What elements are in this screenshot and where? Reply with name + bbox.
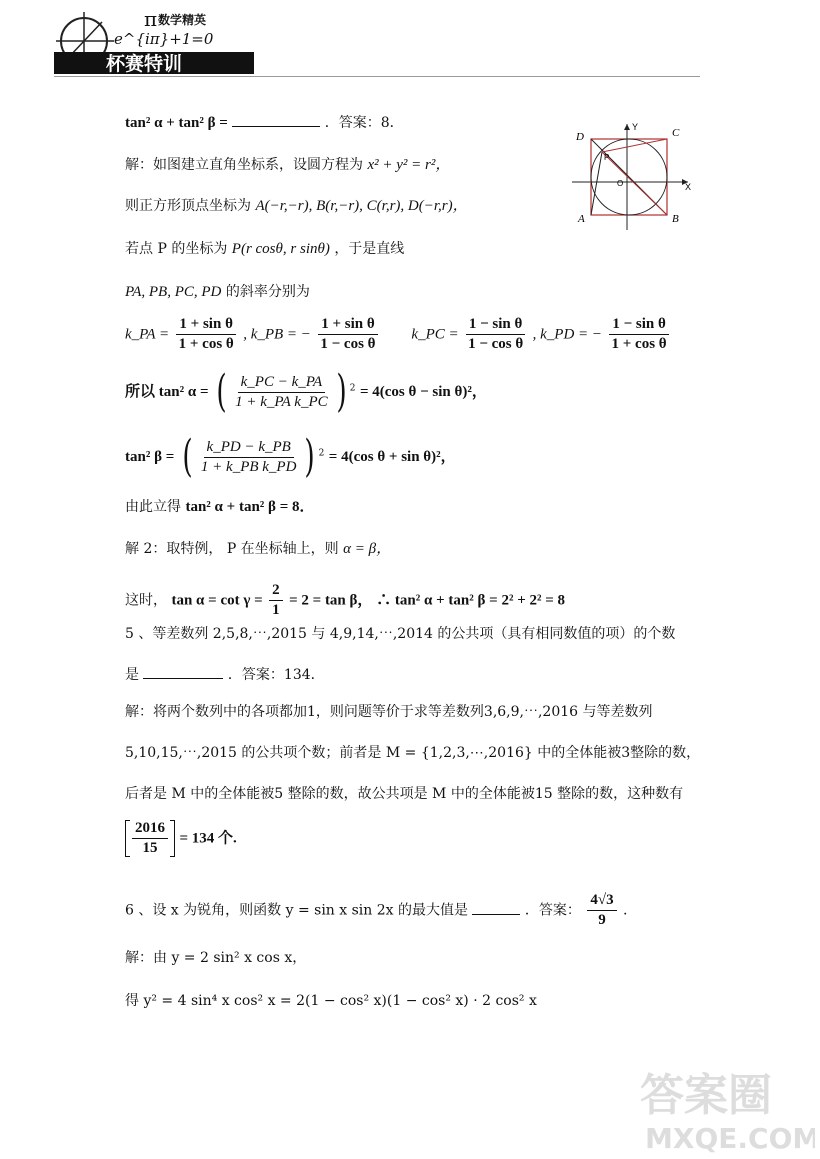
problem-6-solution-text-2: 得 y² = 4 sin⁴ x cos² x = 2(1 − cos² x)(1 − cos² x) · 2 cos² x: [125, 993, 537, 1009]
special-den: 1: [272, 602, 280, 618]
label-P: P: [604, 153, 610, 162]
problem-5-answer: ．答案：134．: [227, 667, 325, 683]
kpc-num: 1 − sin θ: [466, 316, 525, 335]
lines-list: PA, PB, PC, PD: [125, 284, 222, 300]
slopes-intro-text: 的斜率分别为: [225, 284, 310, 300]
solution-2-line: [125, 540, 391, 558]
problem-5-answer-line: [125, 665, 325, 684]
answer-den: 9: [598, 912, 606, 928]
problem-5-text: 5 、等差数列 2,5,8,⋯,2015 与 4,9,14,⋯,2014 的公共项（具有相同数值的项）的个数: [125, 626, 676, 642]
kpc-label: k_PC =: [411, 326, 459, 343]
tan-beta-equation: tan² β = ( $\frac{k\_PD - k\_PB}{\text{1 + k\_PB k\_PD}}$ ) $^2$ = 4(cos θ + sin θ)²，: [125, 431, 456, 482]
floor-bracket: [125, 820, 175, 857]
pi-symbol: π: [144, 7, 158, 31]
point-p-equation: P(r cosθ, r sinθ): [231, 241, 330, 257]
problem-6-text: 6 、设 x 为锐角，则函数 y = sin x sin 2x 的最大值是: [125, 902, 468, 919]
tan-sum-expression: tan² α + tan² β =: [125, 115, 228, 131]
floor-fraction: [132, 820, 168, 857]
alpha-equals-beta: α = β，: [343, 541, 392, 557]
problem-5-solution-3: [125, 785, 683, 803]
label-D: D: [576, 131, 584, 143]
circle-equation: x² + y² = r²，: [367, 157, 451, 173]
kpb-fraction: [317, 316, 378, 353]
brand-logo-graphic: [54, 4, 254, 78]
kpd-fraction: [609, 316, 670, 353]
brand-title: 杯赛特训: [106, 53, 183, 75]
answer-blank: [472, 901, 520, 915]
label-A: A: [578, 213, 585, 225]
problem-6-answer-label: ．答案：: [524, 902, 581, 919]
problem-6-question: 6 、设 x 为锐角，则函数 y = sin x sin 2x 的最大值是 ．答案： $\frac{4√3}{9}$ .: [125, 892, 628, 928]
answer-text: ．答案：8．: [324, 115, 404, 131]
brand-top: 数学精英: [158, 13, 207, 27]
kpd-label: , k_PD = −: [532, 326, 603, 343]
problem-6-solution-1: [125, 949, 306, 967]
watermark: [600, 1060, 815, 1155]
kpa-fraction: [176, 316, 237, 353]
point-p-tail: ，于是直线: [334, 241, 405, 257]
tan-beta-lead: tan² β =: [125, 449, 175, 465]
watermark-text-1: 答案圈: [640, 1070, 772, 1121]
kpb-den: 1 − cos θ: [320, 336, 376, 352]
answer-blank: [232, 113, 320, 127]
special-tail: = 2 = tan β， ∴ tan² α + tan² β = 2² + 2² = 8: [289, 592, 566, 609]
point-p-text: 若点 P 的坐标为: [125, 241, 228, 257]
floor-num: 2016: [132, 820, 168, 839]
vertex-coordinates: [125, 197, 468, 215]
floor-den: 15: [142, 840, 158, 856]
header-logo: [54, 4, 254, 78]
vertex-text: 则正方形顶点坐标为: [125, 198, 251, 214]
tan-alpha-lead: 所以 tan² α =: [125, 384, 209, 400]
special-num: 2: [269, 582, 283, 601]
label-O: O: [617, 179, 624, 188]
problem-6-answer-fraction: [587, 892, 616, 929]
square-circle-figure: [570, 122, 700, 232]
tan-beta-num: k_PD − k_PB: [204, 439, 294, 458]
vertex-equation: A(−r,−r), B(r,−r), C(r,r), D(−r,r)，: [255, 198, 468, 214]
tan-beta-tail: = 4(cos θ + sin θ)²，: [328, 449, 456, 465]
answer-num: 4√3: [587, 892, 616, 911]
special-lead: tan α = cot γ =: [171, 592, 263, 609]
kpa-num: 1 + sin θ: [176, 316, 235, 335]
special-case-line: [125, 582, 565, 619]
kpd-num: 1 − sin θ: [609, 316, 668, 335]
label-Y: Y: [632, 122, 639, 132]
point-p-line: [125, 240, 404, 258]
brand-formula: e^{iπ}+1=0: [114, 30, 214, 48]
watermark-text-2: MXQE.COM: [645, 1122, 815, 1155]
slopes-equations: [125, 316, 672, 353]
problem-5-solution-4: [125, 820, 237, 857]
tan-beta-den: 1 + k_PB k_PD: [200, 458, 297, 475]
tan-alpha-fraction: [232, 374, 330, 411]
kpd-den: 1 + cos θ: [611, 336, 667, 352]
problem-6-solution-text-1: 解：由 y = 2 sin² x cos x，: [125, 950, 307, 966]
conclusion-text: 由此立得: [125, 499, 181, 515]
label-X: X: [685, 182, 692, 192]
slopes-intro: [125, 283, 310, 301]
solution-intro: [125, 156, 450, 174]
problem-5-solution-1: [125, 703, 653, 721]
kpb-num: 1 + sin θ: [318, 316, 377, 335]
floor-result: = 134 个.: [179, 830, 237, 847]
tan-alpha-equation: 所以 tan² α = ( $\frac{k\_PC - k\_PA}{\text{1 + k\_PA k\_PC}}$ ) $^2$ = 4(cos θ − sin θ)²，: [125, 366, 487, 417]
problem-5-solution-2: [125, 744, 700, 762]
header-rule: [54, 76, 700, 77]
tan-alpha-tail: = 4(cos θ − sin θ)²，: [359, 384, 487, 400]
special-fraction: [269, 582, 283, 619]
problem-5-question: [125, 625, 675, 643]
solution-intro-text: 解：如图建立直角坐标系，设圆方程为: [125, 157, 363, 173]
kpa-den: 1 + cos θ: [178, 336, 234, 352]
problem-5-solution-text-3: 后者是 M 中的全体能被5 整除的数，故公共项是 M 中的全体能被15 整除的数，这种数有: [125, 786, 684, 802]
kpa-label: k_PA =: [125, 326, 170, 343]
kpc-den: 1 − cos θ: [468, 336, 524, 352]
tan-alpha-num: k_PC − k_PA: [238, 374, 326, 393]
problem-6-solution-2: [125, 992, 537, 1010]
problem-5-solution-text-1: 解：将两个数列中的各项都加1，则问题等价于求等差数列3,6,9,⋯,2016 与等差数列: [125, 704, 653, 720]
kpb-label: , k_PB = −: [243, 326, 311, 343]
label-B: B: [672, 213, 679, 225]
problem-5-is: 是: [125, 667, 139, 683]
kpc-fraction: [465, 316, 526, 353]
tan-alpha-den: 1 + k_PA k_PC: [235, 393, 328, 410]
answer-blank: [143, 665, 223, 679]
tan-beta-fraction: [198, 439, 300, 476]
solution-2-condition: P 在坐标轴上，则: [226, 541, 339, 557]
conclusion-line: [125, 498, 315, 516]
problem-5-solution-text-2: 5,10,15,⋯,2015 的公共项个数；前者是 M = {1,2,3,⋯,2016} 中的全体能被3整除的数，: [125, 745, 701, 761]
problem-4-question: [125, 113, 404, 132]
label-C: C: [672, 127, 680, 139]
conclusion-equation: tan² α + tan² β = 8．: [185, 499, 315, 515]
special-case-text: 这时，: [125, 592, 167, 609]
solution-2-text: 解 2：取特例，: [125, 541, 223, 557]
